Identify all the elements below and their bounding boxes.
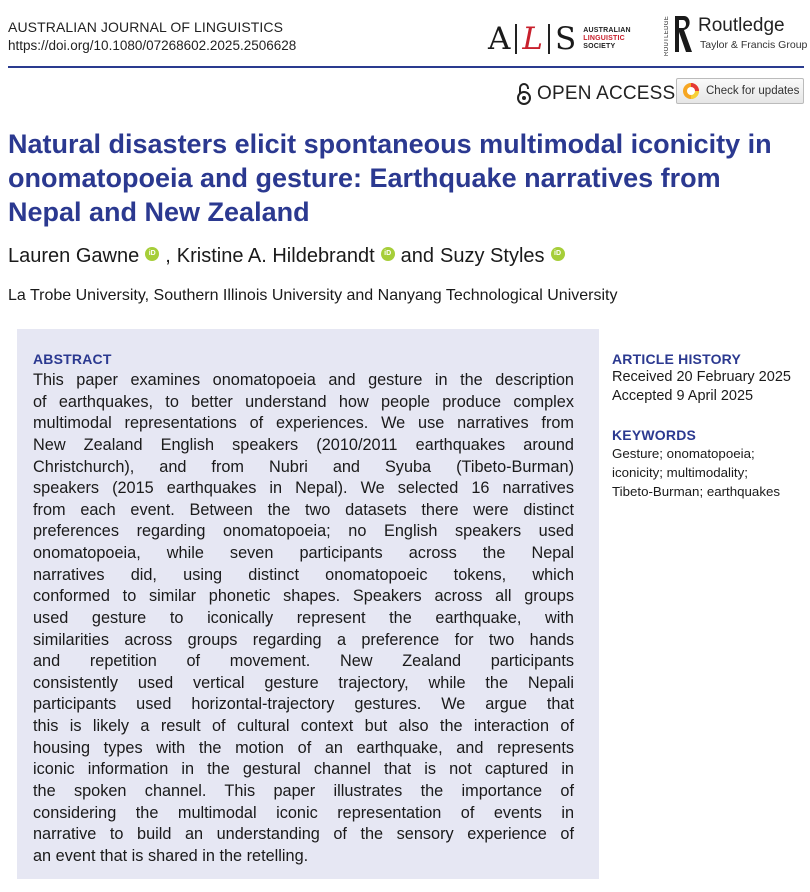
abstract-line: onomatopoeia, while seven participants across the Nepal: [33, 544, 574, 562]
als-divider: [548, 24, 550, 54]
abstract-line: narratives did, using distinct onomatopoeic tokens, which: [33, 565, 574, 584]
author-separator: ,: [165, 245, 171, 267]
abstract-line: New Zealand English speakers (2010/2011 earthquakes around: [33, 435, 574, 454]
abstract-line: of earthquakes, to better understand how people produce complex: [33, 392, 574, 411]
abstract-line: from each event. Between the two datasets there were distinct: [33, 500, 574, 519]
abstract-line: narrative to build an understanding of the sensory experience of: [33, 825, 574, 844]
keyword-line: Gesture; onomatopoeia;: [612, 446, 755, 461]
als-text-line: AUSTRALIAN: [583, 27, 631, 34]
abstract-line: Christchurch), and from Nubri and Syuba (Tibeto-Burman): [33, 457, 574, 476]
abstract-line: consistently used vertical gesture trajectory, while the Nepali: [33, 673, 574, 692]
abstract-line: this is likely a result of cultural context but also the interaction of: [33, 717, 574, 735]
title-line: Nepal and New Zealand: [8, 197, 310, 227]
check-updates-icon: [682, 82, 700, 100]
abstract-line: conformed to similar phonetic shapes. Speakers across all groups: [33, 587, 574, 606]
keyword-line: Tibeto-Burman; earthquakes: [612, 484, 781, 499]
als-text-line: SOCIETY: [583, 43, 616, 50]
article-title: [8, 127, 808, 229]
als-text-line: LINGUISTIC: [583, 35, 625, 42]
abstract-line: housing types with the motion of an earthquake, and represents: [33, 738, 574, 757]
abstract-line: similarities across groups regarding a preference for two hands: [33, 630, 574, 649]
routledge-name: Routledge: [698, 15, 785, 36]
abstract-line: preferences regarding onomatopoeia; no English speakers used: [33, 522, 574, 541]
als-divider: [515, 24, 517, 54]
affiliations: La Trobe University, Southern Illinois University and Nanyang Technological University: [8, 287, 618, 304]
routledge-logo[interactable]: [664, 14, 809, 56]
journal-name: AUSTRALIAN JOURNAL OF LINGUISTICS: [8, 19, 284, 35]
abstract-line: considering the multimodal iconic representation of events in: [33, 803, 574, 822]
author-name[interactable]: Lauren Gawne: [8, 245, 140, 267]
orcid-icon[interactable]: iD: [145, 247, 159, 261]
als-letter-l: L: [522, 20, 543, 57]
als-letter-s: S: [554, 20, 577, 57]
author-separator: and: [400, 245, 435, 267]
als-letter-a: A: [488, 20, 511, 57]
routledge-vertical-text: ROUTLEDGE: [664, 16, 670, 57]
abstract-line: an event that is shared in the retelling.: [33, 846, 309, 865]
author-name[interactable]: Suzy Styles: [440, 245, 545, 267]
open-lock-icon: [516, 82, 532, 106]
abstract-line: and repetition of movement. New Zealand participants: [33, 652, 574, 671]
orcid-icon[interactable]: iD: [551, 247, 565, 261]
title-line: Natural disasters elicit spontaneous multimodal iconicity in: [8, 129, 772, 159]
abstract-line: used gesture to iconically represent the earthquake, with: [33, 608, 574, 627]
doi-link[interactable]: https://doi.org/10.1080/07268602.2025.2506628: [8, 38, 297, 53]
author-name[interactable]: Kristine A. Hildebrandt: [176, 245, 375, 267]
abstract-text: [33, 370, 574, 867]
als-logo-text: [583, 27, 631, 51]
header-rule: [8, 66, 804, 68]
accepted-date: Accepted 9 April 2025: [612, 388, 754, 404]
abstract-line: multimodal representations of experiences. We use narratives from: [33, 414, 574, 433]
abstract-line: This paper examines onomatopoeia and gesture in the description: [33, 371, 574, 389]
orcid-icon[interactable]: iD: [381, 247, 395, 261]
abstract-line: the spoken channel. This paper illustrates the importance of: [33, 781, 574, 800]
article-history-heading: ARTICLE HISTORY: [612, 351, 742, 367]
author-list: [8, 245, 571, 268]
check-for-updates-button[interactable]: [676, 78, 804, 104]
check-updates-label: Check for updates: [706, 85, 800, 97]
routledge-tagline: Taylor & Francis Group: [700, 39, 808, 51]
abstract-line: iconic information in the gestural channel that is not captured in: [33, 760, 574, 779]
keywords-heading: KEYWORDS: [612, 427, 697, 443]
abstract-line: participants used horizontal-trajectory gestures. We argue that: [33, 695, 574, 714]
abstract-heading: ABSTRACT: [33, 351, 112, 367]
open-access-badge: [516, 82, 675, 106]
received-date: Received 20 February 2025: [612, 369, 791, 385]
keyword-line: iconicity; multimodality;: [612, 465, 748, 480]
title-line: onomatopoeia and gesture: Earthquake narratives from: [8, 163, 721, 193]
open-access-label: OPEN ACCESS: [537, 83, 676, 104]
als-logo[interactable]: [488, 22, 631, 56]
routledge-r-icon: [672, 14, 694, 54]
abstract-line: speakers (2015 earthquakes in Nepal). We selected 16 narratives: [33, 479, 574, 498]
